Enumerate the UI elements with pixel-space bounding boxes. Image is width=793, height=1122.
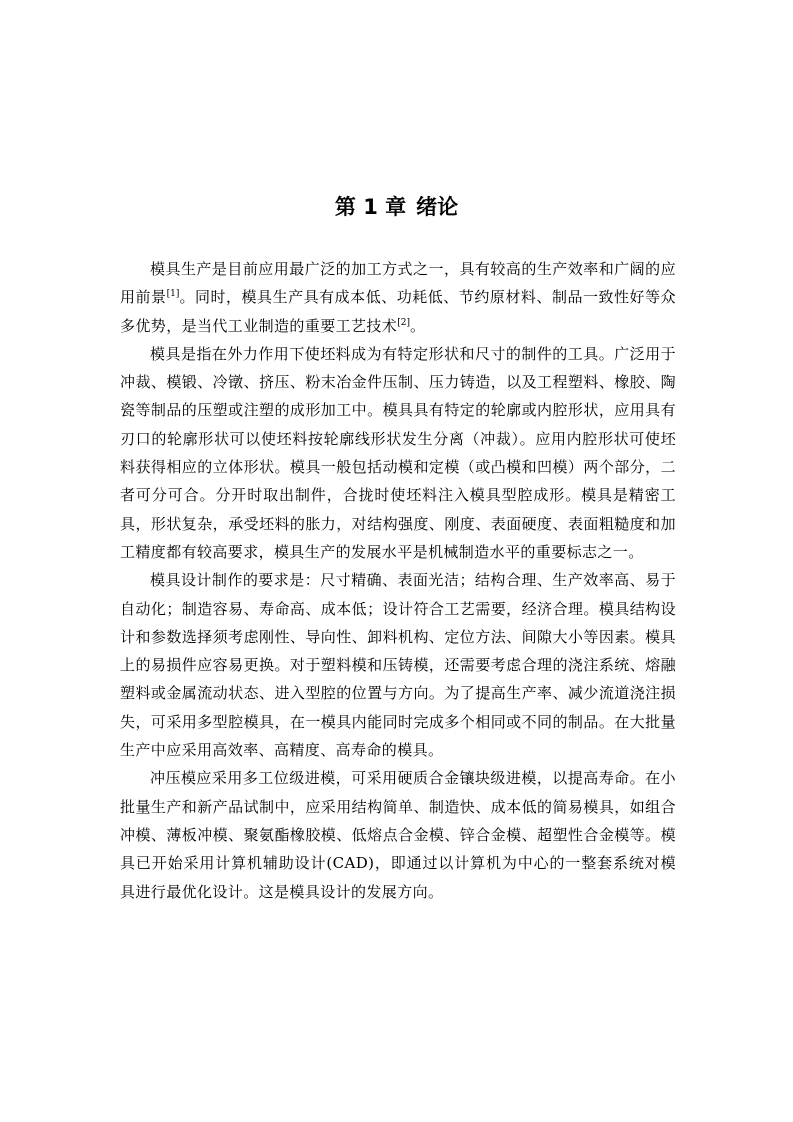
paragraph-1-part-a: 模具生产是目前应用最广泛的加工方式之一，具有较高的生产效率和广阔的应用前景: [120, 260, 676, 307]
paragraph-1-part-c: 。: [409, 316, 426, 335]
paragraph-3: 模具设计制作的要求是：尺寸精确、表面光洁；结构合理、生产效率高、易于自动化；制造容易、寿命高、成本低；设计符合工艺需要，经济合理。模具结构设计和参数选择须考虑刚性、导向性、卸料机构、定位方法、间隙大小等因素。模具上的易损件应容易更换。对于塑料模和压铸模，还需要考虑合理的浇注系统、熔融塑料或金属流动状态、进入型腔的位置与方向。为了提高生产率、减少流道浇注损失，可采用多型腔模具，在一模具内能同时完成多个相同或不同的制品。在大批量生产中应采用高效率、高精度、高寿命的模具。: [120, 571, 676, 760]
chapter-title-text: 绪论: [416, 195, 459, 219]
citation-ref-1: [1]: [166, 289, 180, 300]
chapter-number: 1: [363, 195, 378, 219]
chapter-number-prefix: 第: [334, 195, 356, 219]
body-text: [120, 255, 676, 906]
paragraph-4: 冲压模应采用多工位级进模，可采用硬质合金镶块级进模，以提高寿命。在小批量生产和新产品试制中，应采用结构简单、制造快、成本低的简易模具，如组合冲模、薄板冲模、聚氨酯橡胶模、低熔点合金模、锌合金模、超塑性合金模等。模具已开始采用计算机辅助设计(CAD)，即通过以计算机为中心的一整套系统对模具进行最优化设计。这是模具设计的发展方向。: [120, 769, 676, 901]
chapter-number-suffix: 章: [385, 195, 407, 219]
paragraph-2: 模具是指在外力作用下使坯料成为有特定形状和尺寸的制件的工具。广泛用于冲裁、模锻、冷镦、挤压、粉末冶金件压制、压力铸造，以及工程塑料、橡胶、陶瓷等制品的压塑或注塑的成形加工中。模具具有特定的轮廓或内腔形状，应用具有刃口的轮廓形状可以使坯料按轮廓线形状发生分离（冲裁）。应用内腔形状可使坯料获得相应的立体形状。模具一般包括动模和定模（或凸模和凹模）两个部分，二者可分可合。分开时取出制件，合拢时使坯料注入模具型腔成形。模具是精密工具，形状复杂，承受坯料的胀力，对结构强度、刚度、表面硬度、表面粗糙度和加工精度都有较高要求，模具生产的发展水平是机械制造水平的重要标志之一。: [120, 344, 676, 561]
chapter-title: [0, 192, 793, 222]
paragraph-1: [120, 255, 676, 340]
paragraph-1-part-b: 。同时，模具生产具有成本低、功耗低、节约原材料、制品一致性好等众多优势，是当代工业制造的重要工艺技术: [120, 288, 677, 335]
citation-ref-2: [2]: [397, 317, 410, 328]
